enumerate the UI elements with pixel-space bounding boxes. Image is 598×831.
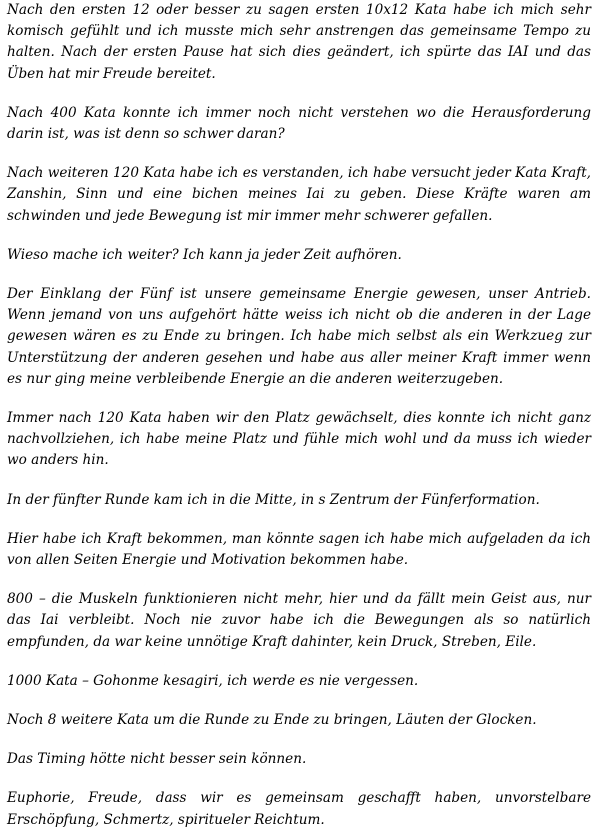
paragraph: Wieso mache ich weiter? Ich kann ja jeder Zeit aufhören. [7,246,402,263]
paragraph: Nach weiteren 120 Kata habe ich es verstanden, ich habe versucht jeder Kata Kraft, Zanshin, Sinn und eine bichen meines Iai zu geben. Diese Kräfte waren am schwinden und jede Bewegung ist mir immer mehr schwerer gefallen. [7,165,591,224]
paragraph: Der Einklang der Fünf ist unsere gemeinsame Energie gewesen, unser Antrieb. Wenn jemand von uns aufgehört hätte weiss ich nicht ob die anderen in der Lage gewesen wären es zu Ende zu bringen. Ich habe mich selbst als ein Werkzueg zur Unterstützung der anderen gesehen und habe aus aller meiner Kraft immer wenn es nur ging meine verbleibende Energie an die anderen weiterzugeben. [7,286,591,387]
paragraph: Nach 400 Kata konnte ich immer noch nicht verstehen wo die Herausforderung darin ist, was ist denn so schwer daran? [7,104,591,143]
paragraph: Noch 8 weitere Kata um die Runde zu Ende zu bringen, Läuten der Glocken. [7,712,537,729]
paragraph: Nach den ersten 12 oder besser zu sagen ersten 10x12 Kata habe ich mich sehr komisch gefühlt und ich musste mich sehr anstrengen das gemeinsame Tempo zu halten. Nach der ersten Pause hat sich dies geändert, ich spürte das IAI und das Üben hat mir Freude bereitet. [7,2,591,82]
paragraph: In der fünfter Runde kam ich in die Mitte, in s Zentrum der Fünferformation. [7,491,540,508]
paragraph: Euphorie, Freude, dass wir es gemeinsam geschafft haben, unvorstelbare Erschöpfung, Schmertz, spiritueler Reichtum. [7,790,591,828]
paragraph: 800 – die Muskeln funktionieren nicht mehr, hier und da fällt mein Geist aus, nur das Iai verbleibt. Noch nie zuvor habe ich die Bewegungen als so natürlich empfunden, da war keine unnötige Kraft dahinter, kein Druck, Streben, Eile. [7,591,591,650]
paragraph: 1000 Kata – Gohonme kesagiri, ich werde es nie vergessen. [7,672,419,689]
paragraph: Das Timing hötte nicht besser sein können. [7,751,307,768]
paragraph: Immer nach 120 Kata haben wir den Platz gewächselt, dies konnte ich nicht ganz nachvollziehen, ich habe meine Platz und fühle mich wohl und da muss ich wieder wo anders hin. [7,410,591,469]
paragraph: Hier habe ich Kraft bekommen, man könnte sagen ich habe mich aufgeladen da ich von allen Seiten Energie und Motivation bekommen habe. [7,530,591,569]
